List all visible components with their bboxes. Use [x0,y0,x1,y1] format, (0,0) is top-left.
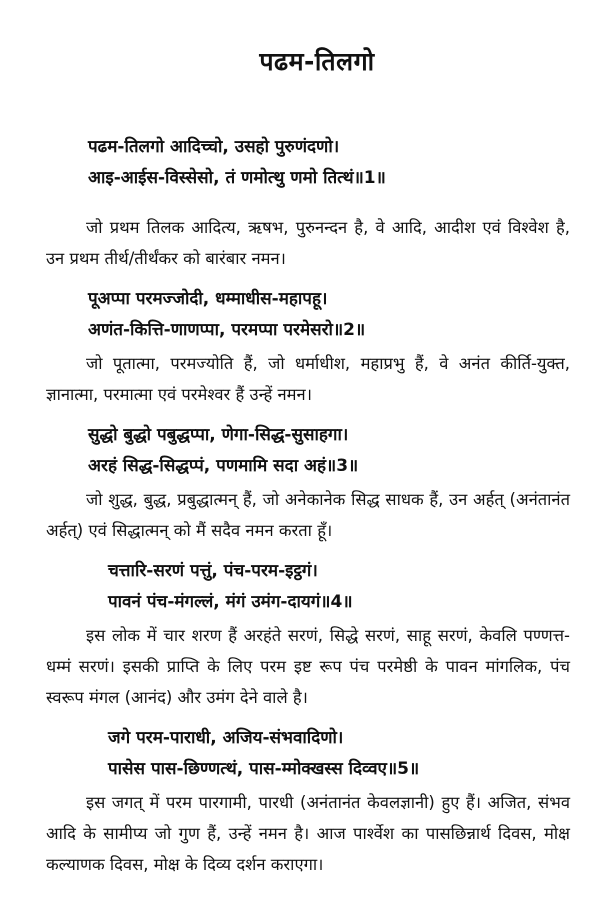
meaning-3 [46,484,570,546]
verse-line: चत्तारि-सरणं पत्तुं, पंच-परम-इट्ठगं। [108,561,318,581]
verse-3 [46,420,570,482]
meaning-text: इस जगत् में परम पारगामी, पारधी (अनंतानंत केवलज्ञानी) हुए हैं। अजित, संभव आदि के सामीप्य जो गुण हैं, उन्हें नमन है। आज पार्श्वेश का पासछिन्नार्थ दिवस, मोक्ष कल्याणक दिवस, मोक्ष के दिव्य दर्शन कराएगा। [46,793,570,874]
meaning-4 [46,620,570,713]
verse-line: सुद्धो बुद्धो पबुद्धप्पा, णेगा-सिद्ध-सुसाहगा। [88,425,349,445]
meaning-text: इस लोक में चार शरण हैं अरहंते सरणं, सिद्धे सरणं, साहू सरणं, केवलि पण्णत्त-धम्मं सरणं। इसकी प्राप्ति के लिए परम इष्ट रूप पंच परमेष्ठी के पावन मांगलिक, पंच स्वरूप मंगल (आनंद) और उमंग देने वाले है। [46,626,570,707]
verse-5 [46,723,570,785]
verse-line: अणंत-कित्ति-णाणप्पा, परमप्पा परमेसरो॥2॥ [88,320,366,340]
verse-line: पढम-तिलगो आदिच्चो, उसहो पुरुणंदणो। [88,137,340,157]
verse-line: आइ-आईस-विस्सेसो, तं णमोत्थु णमो तित्थं॥1॥ [88,168,386,188]
verse-4 [46,556,570,618]
verse-line: जगे परम-पाराधी, अजिय-संभवादिणो। [108,728,344,748]
meaning-1 [46,212,570,274]
page-title: पढम-तिलगो [259,47,375,76]
meaning-text: जो प्रथम तिलक आदित्य, ऋषभ, पुरुनन्दन है, वे आदि, आदीश एवं विश्वेश है, उन प्रथम तीर्थ/तीर्थंकर को बारंबार नमन। [46,218,570,268]
verse-2 [46,284,570,346]
verse-1 [46,132,570,194]
meaning-text: जो पूतात्मा, परमज्योति हैं, जो धर्माधीश, महाप्रभु हैं, वे अनंत कीर्ति-युक्त, ज्ञानात्मा, परमात्मा एवं परमेश्वर हैं उन्हें नमन। [46,354,570,404]
verse-line: पूअप्पा परमज्जोदी, धम्माधीस-महापहू। [88,289,328,309]
meaning-text: जो शुद्ध, बुद्ध, प्रबुद्धात्मन् हैं, जो अनेकानेक सिद्ध साधक हैं, उन अर्हत् (अनंतानंत अर्हत्) एवं सिद्धात्मन् को मैं सदैव नमन करता हूँ। [46,490,570,540]
meaning-5 [46,787,570,880]
meaning-2 [46,348,570,410]
verse-line: पावनं पंच-मंगल्लं, मंगं उमंग-दायगं॥4॥ [108,592,353,612]
verse-line: पासेस पास-छिण्णत्थं, पास-म्मोक्खस्स दिव्वए॥5॥ [108,759,420,779]
verse-line: अरहं सिद्ध-सिद्धप्पं, पणमामि सदा अहं॥3॥ [88,456,359,476]
